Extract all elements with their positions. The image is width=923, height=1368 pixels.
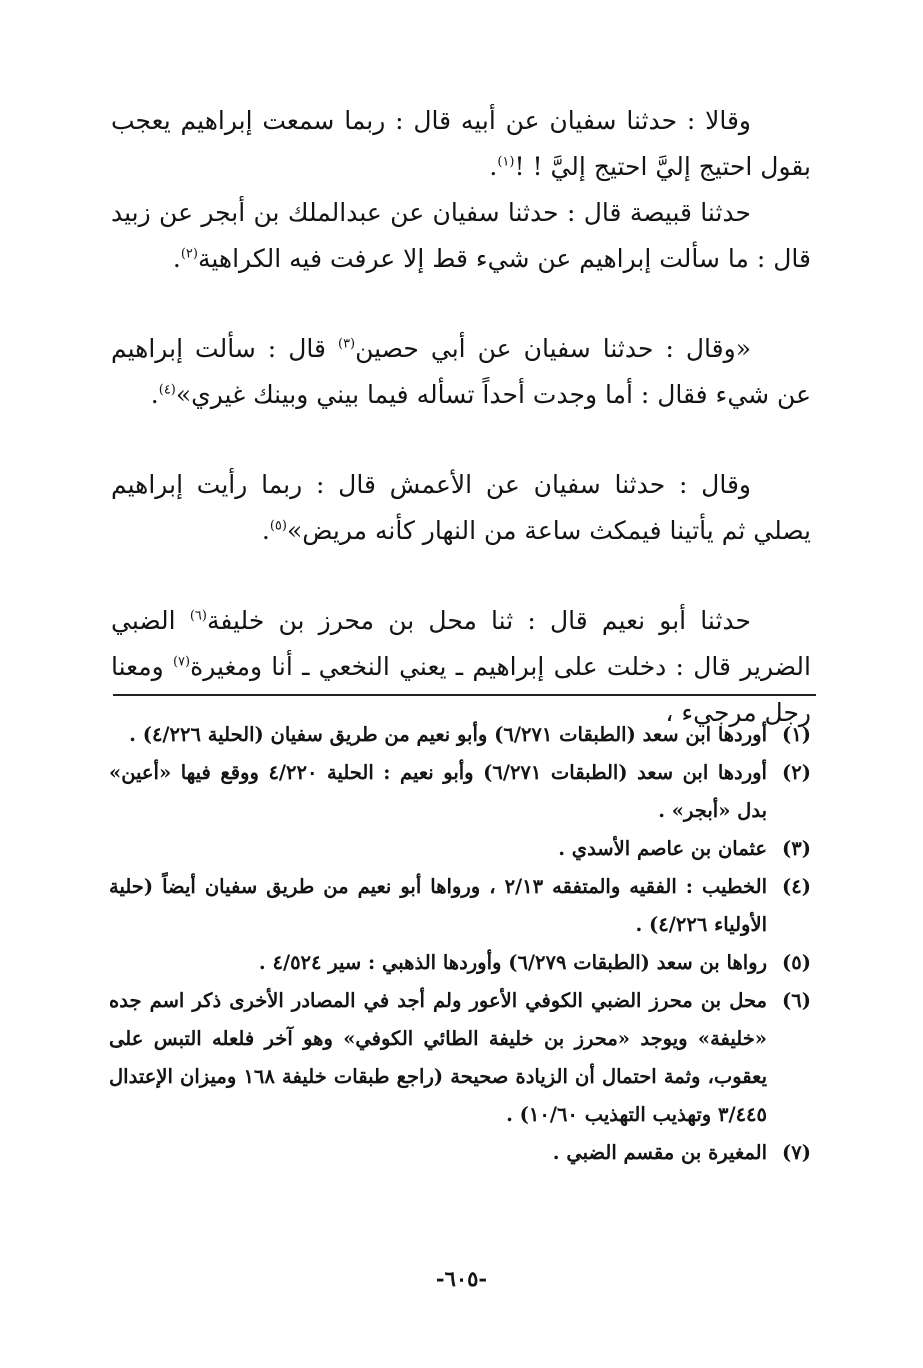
footnote-ref-1[interactable]: (١) [497,154,515,170]
footnote-text: الخطيب : الفقيه والمتفقه ٢/١٣ ، ورواها أبو نعيم من طريق سفيان أيضاً (حلية الأولياء ٤/٢٢٦) . [109,875,767,936]
footnote-6 [109,982,811,1134]
paragraph-2: حدثنا قبيصة قال : حدثنا سفيان عن عبدالملك بن أبجر عن زبيد قال : ما سألت إبراهيم عن شيء قط إلا عرفت فيه الكراهية$^{(٢)}$. [111,198,811,273]
footnote-number: (٢) [782,761,811,784]
paragraph-4: وقال : حدثنا سفيان عن الأعمش قال : ربما رأيت إبراهيم يصلي ثم يأتينا فيمكث ساعة من النهار كأنه مريض»$^{(٥)}$. [111,470,811,545]
footnote-2 [109,754,811,830]
footnote-ref-4[interactable]: (٤) [158,382,176,398]
paragraph-3: «وقال : حدثنا سفيان عن أبي حصين$^{(٣)}$ قال : سألت إبراهيم عن شيء فقال : أما وجدت أحداً تسأله فيما بيني وبينك غيري»$^{(٤)}$. [111,334,811,409]
paragraph-1: وقالا : حدثنا سفيان عن أبيه قال : ربما سمعت إبراهيم يعجب بقول احتيج إليَّ احتيج إليَّ ! !$^{(١)}$. [111,106,811,181]
footnote-text: أوردها ابن سعد (الطبقات ٦/٢٧١) وأبو نعيم : الحلية ٤/٢٢٠ ووقع فيها «أعين» بدل «أبجر» . [109,761,767,822]
footnote-ref-5[interactable]: (٥) [269,518,287,534]
footnote-number: (٦) [782,989,811,1012]
footnote-number: (١) [782,723,811,746]
footnote-text: محل بن محرز الضبي الكوفي الأعور ولم أجد في المصادر الأخرى ذكر اسم جده «خليفة» ويوجد «محرز بن خليفة الطائي الكوفي» وهو آخر فلعله التبس على يعقوب، وثمة احتمال أن الزيادة صحيحة (راجع طبقات خليفة ١٦٨ وميزان الإعتدال ٣/٤٤٥ وتهذيب التهذيب ١٠/٦٠) . [109,989,768,1126]
footnote-ref-3[interactable]: (٣) [337,336,356,352]
page-number: -٦٠٥- [435,1266,488,1291]
footnote-text: أوردها ابن سعد (الطبقات ٦/٢٧١) وأبو نعيم من طريق سفيان (الحلية ٤/٢٢٦) . [129,723,767,746]
footnote-1 [109,716,811,754]
footnote-ref-6[interactable]: (٦) [189,608,207,624]
footnote-3 [109,830,811,868]
footnote-number: (٤) [782,875,811,898]
footnote-text: رواها بن سعد (الطبقات ٦/٢٧٩) وأوردها الذهبي : سير ٤/٥٢٤ . [258,951,767,974]
footnote-ref-7[interactable]: (٧) [172,654,191,670]
footnote-ref-2[interactable]: (٢) [180,246,198,262]
footnote-text: المغيرة بن مقسم الضبي . [552,1141,767,1164]
footnote-divider [113,694,816,696]
footnote-number: (٧) [782,1141,811,1164]
footnote-number: (٣) [782,837,811,860]
footnote-number: (٥) [782,951,811,974]
footnote-7 [109,1134,811,1172]
footnote-4 [109,868,811,944]
main-text [111,98,811,736]
footnote-5 [109,944,811,982]
paragraph-5: حدثنا أبو نعيم قال : ثنا محل بن محرز بن خليفة$^{(٦)}$ الضبي الضرير قال : دخلت على إبراهيم ـ يعني النخعي ـ أنا ومغيرة$^{(٧)}$ ومعنا رجل مرجيء ، [111,606,811,727]
footnote-text: عثمان بن عاصم الأسدي . [558,837,767,860]
footnotes [109,716,811,1172]
